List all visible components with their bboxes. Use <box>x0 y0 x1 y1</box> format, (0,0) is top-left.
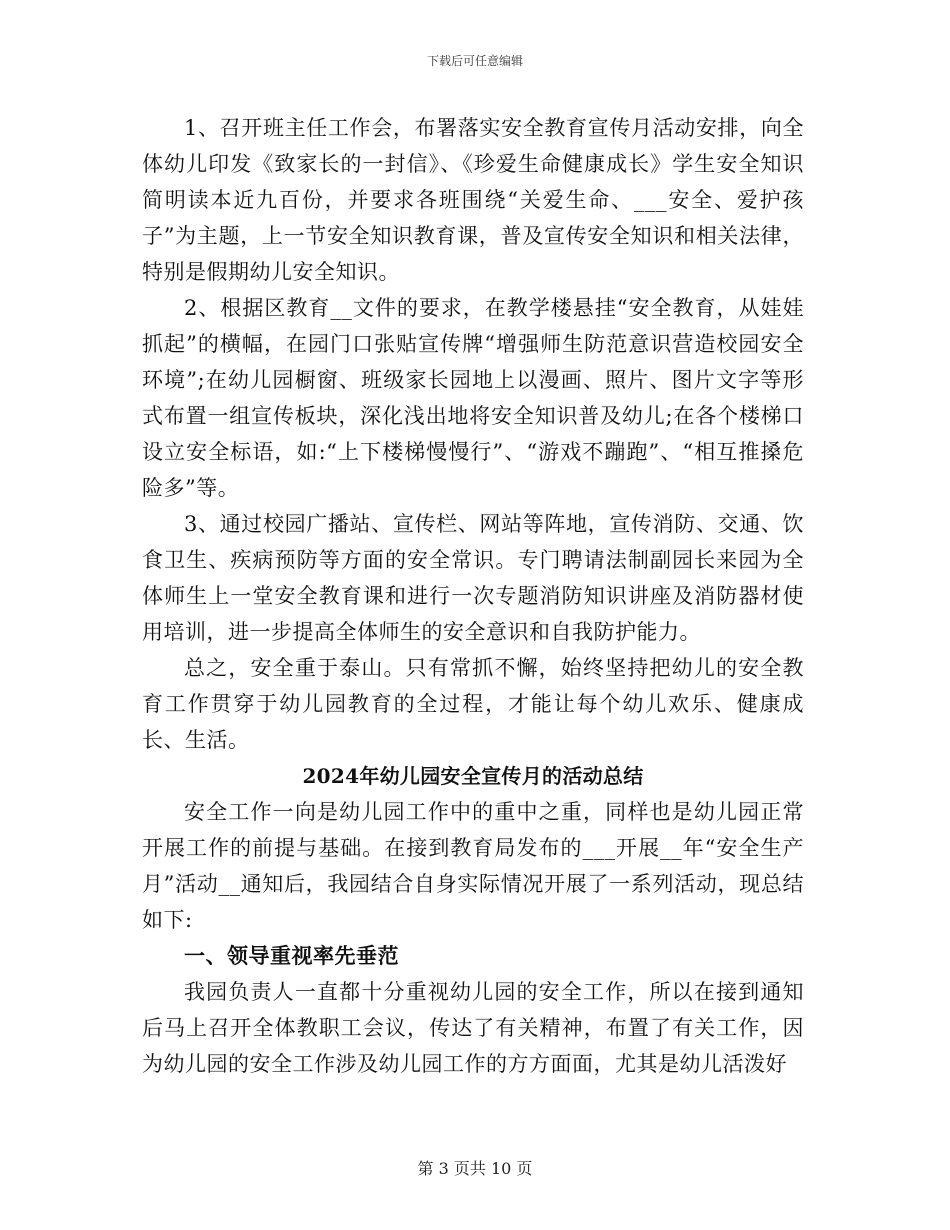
paragraph-1: 1、召开班主任工作会，布署落实安全教育宣传月活动安排，向全体幼儿印发《致家长的一封信》、《珍爱生命健康成长》学生安全知识简明读本近九百份，并要求各班围绕“关爱生命、___安全、爱护孩子”为主题，上一节安全知识教育课，普及宣传安全知识和相关法律，特别是假期幼儿安全知识。 <box>142 116 804 284</box>
page-footer: 第 3 页共 10 页 <box>417 1159 533 1178</box>
heading-leadership: 一、领导重视率先垂范 <box>184 943 399 968</box>
section-title: 2024年幼儿园安全宣传月的活动总结 <box>302 764 644 788</box>
document-body <box>142 110 804 1082</box>
page-header: 下载后可任意编辑 <box>426 54 523 68</box>
body-paragraph: 我园负责人一直都十分重视幼儿园的安全工作，所以在接到通知后马上召开全体教职工会议，传达了有关精神，布置了有关工作，因为幼儿园的安全工作涉及幼儿园工作的方方面面，尤其是幼儿活泼好 <box>142 980 804 1076</box>
paragraph-3: 3、通过校园广播站、宣传栏、网站等阵地，宣传消防、交通、饮食卫生、疾病预防等方面的安全常识。专门聘请法制副园长来园为全体师生上一堂安全教育课和进行一次专题消防知识讲座及消防器材使用培训，进一步提高全体师生的安全意识和自我防护能力。 <box>142 512 804 644</box>
paragraph-summary: 总之，安全重于泰山。只有常抓不懈，始终坚持把幼儿的安全教育工作贯穿于幼儿园教育的全过程，才能让每个幼儿欢乐、健康成长、生活。 <box>142 656 804 752</box>
paragraph-2: 2、根据区教育__文件的要求，在教学楼悬挂“安全教育，从娃娃抓起”的横幅，在园门口张贴宣传牌“增强师生防范意识营造校园安全环境”;在幼儿园橱窗、班级家长园地上以漫画、照片、图片文字等形式布置一组宣传板块，深化浅出地将安全知识普及幼儿;在各个楼梯口设立安全标语，如:“上下楼梯慢慢行”、“游戏不蹦跑”、“相互推搡危险多”等。 <box>142 296 804 500</box>
intro-paragraph: 安全工作一向是幼儿园工作中的重中之重，同样也是幼儿园正常开展工作的前提与基础。在接到教育局发布的___开展__年“安全生产月”活动__通知后，我园结合自身实际情况开展了一系列活动，现总结如下: <box>142 800 804 932</box>
